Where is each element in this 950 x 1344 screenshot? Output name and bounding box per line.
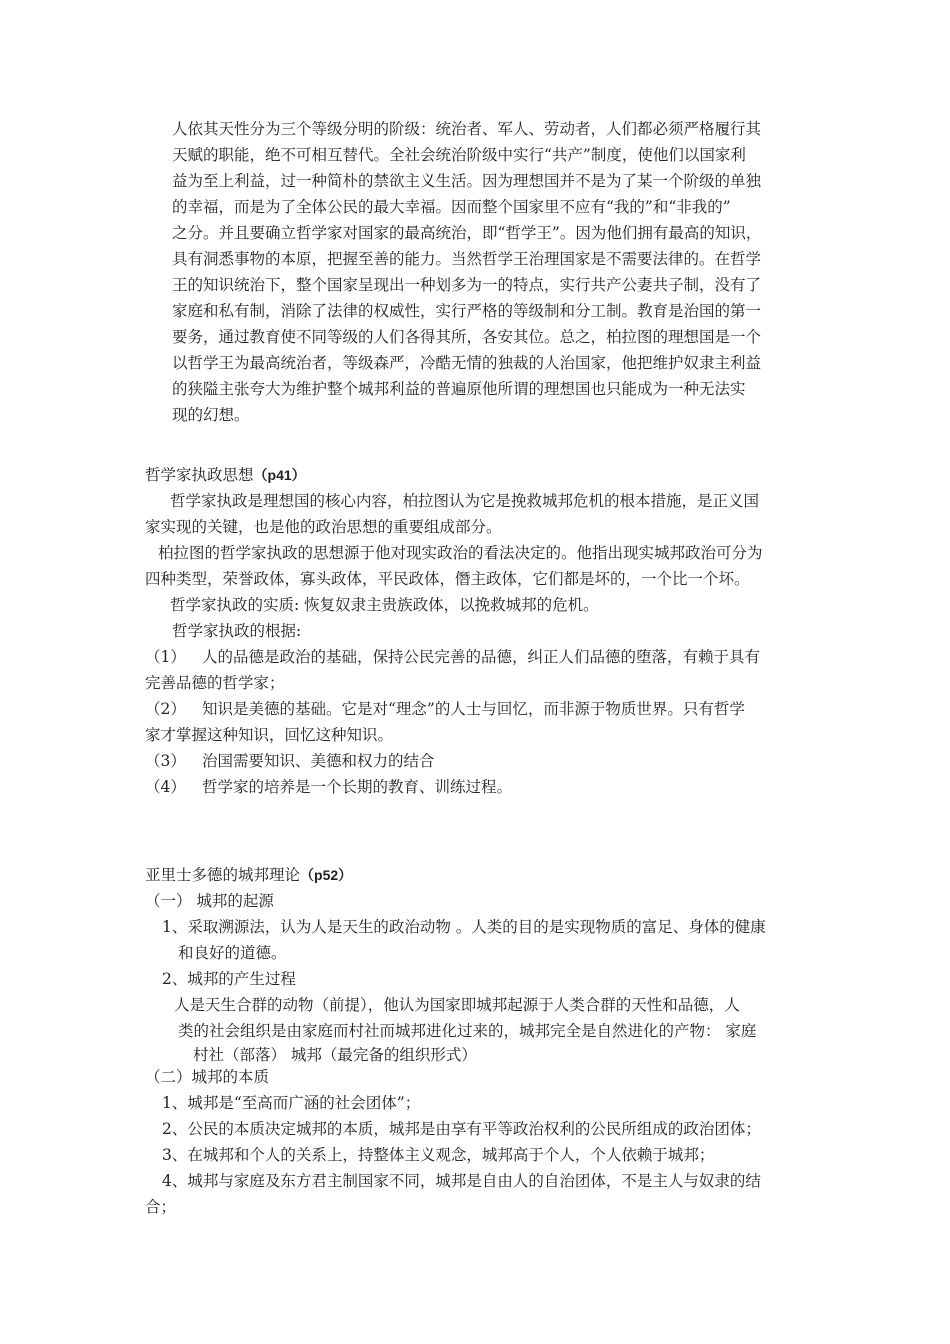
intro-line: 之分。并且要确立哲学家对国家的最高统治，即“哲学王”。因为他们拥有最高的知识， — [172, 224, 762, 242]
list-marker: （1） — [145, 648, 186, 666]
paragraph-line: 合； — [145, 1198, 177, 1216]
intro-line: 王的知识统治下，整个国家呈现出一种划多为一的特点，实行共产公妻共子制，没有了 — [172, 276, 762, 294]
intro-line: 以哲学王为最高统治者，等级森严，冷酷无情的独裁的人治国家，他把维护奴隶主利益 — [172, 354, 762, 372]
paragraph-line: 柏拉图的哲学家执政的思想源于他对现实政治的看法决定的。他指出现实城邦政治可分为 — [158, 544, 763, 562]
list-marker: （4） — [145, 778, 186, 796]
list-item-text: 哲学家的培养是一个长期的教育、训练过程。 — [202, 778, 513, 796]
list-marker: （2） — [145, 700, 186, 718]
paragraph-line: 2、公民的本质决定城邦的本质，城邦是由享有平等政治权利的公民所组成的政治团体； — [162, 1120, 761, 1138]
paragraph-line: 类的社会组织是由家庭而村社而城邦进化过来的，城邦完全是自然进化的产物： 家庭 — [178, 1022, 757, 1040]
list-item-text: 人的品德是政治的基础，保持公民完善的品德，纠正人们品德的堕落，有赖于具有 — [202, 648, 761, 666]
intro-line: 人依其天性分为三个等级分明的阶级：统治者、军人、劳动者，人们都必须严格履行其 — [172, 120, 762, 138]
subsection-heading: （二）城邦的本质 — [145, 1068, 270, 1086]
paragraph-line: 哲学家执政是理想国的核心内容，柏拉图认为它是挽救城邦危机的根本措施，是正义国 — [170, 492, 760, 510]
intro-line: 的狭隘主张夸大为维护整个城邦利益的普遍原他所谓的理想国也只能成为一种无法实 — [172, 380, 746, 398]
section-heading — [145, 464, 306, 486]
paragraph-line: 和良好的道德。 — [178, 944, 287, 962]
paragraph-line: 4、城邦与家庭及东方君主制国家不同，城邦是自由人的自治团体，不是主人与奴隶的结 — [162, 1172, 761, 1190]
list-item-text: 知识是美德的基础。它是对“理念”的人士与回忆，而非源于物质世界。只有哲学 — [202, 700, 745, 718]
paragraph-line: 2、城邦的产生过程 — [162, 970, 296, 988]
page-reference: （p41） — [253, 467, 306, 483]
intro-line: 益为至上利益，过一种简朴的禁欲主义生活。因为理想国并不是为了某一个阶级的单独 — [172, 172, 762, 190]
section-heading-text: 哲学家执政思想 — [145, 466, 254, 484]
intro-line: 天赋的职能，绝不可相互替代。全社会统治阶级中实行“共产”制度，使他们以国家利 — [172, 146, 746, 164]
section-heading-text: 亚里士多德的城邦理论 — [145, 866, 301, 884]
paragraph-line: 家实现的关键，也是他的政治思想的重要组成部分。 — [145, 518, 502, 536]
paragraph-line: 哲学家执政的实质: 恢复奴隶主贵族政体，以挽救城邦的危机。 — [170, 596, 599, 614]
intro-line: 要务，通过教育使不同等级的人们各得其所，各安其位。总之，柏拉图的理想国是一个 — [172, 328, 762, 346]
paragraph-line: 哲学家执政的根据: — [172, 622, 302, 640]
list-item-text: 完善品德的哲学家； — [145, 674, 285, 692]
page-reference: （p52） — [300, 867, 353, 883]
list-item-text: 家才掌握这种知识，回忆这种知识。 — [145, 726, 394, 744]
paragraph-line: 3、在城邦和个人的关系上，持整体主义观念，城邦高于个人，个人依赖于城邦； — [162, 1146, 715, 1164]
paragraph-line: 村社（部落） 城邦（最完备的组织形式） — [193, 1046, 477, 1064]
list-item-text: 治国需要知识、美德和权力的结合 — [202, 752, 435, 770]
paragraph-line: 1、城邦是“至高而广涵的社会团体”； — [162, 1094, 421, 1112]
intro-line: 的幸福，而是为了全体公民的最大幸福。因而整个国家里不应有“我的”和“非我的” — [172, 198, 731, 216]
list-marker: （3） — [145, 752, 186, 770]
intro-line: 具有洞悉事物的本原，把握至善的能力。当然哲学王治理国家是不需要法律的。在哲学 — [172, 250, 762, 268]
intro-line: 现的幻想。 — [172, 406, 250, 424]
paragraph-line: 四种类型，荣誉政体，寡头政体，平民政体，僭主政体，它们都是坏的，一个比一个坏。 — [145, 570, 750, 588]
section-heading — [145, 864, 352, 886]
intro-line: 家庭和私有制，消除了法律的权威性，实行严格的等级制和分工制。教育是治国的第一 — [172, 302, 762, 320]
paragraph-line: 1、采取溯源法，认为人是天生的政治动物 。人类的目的是实现物质的富足、身体的健康 — [162, 918, 766, 936]
paragraph-line: 人是天生合群的动物（前提），他认为国家即城邦起源于人类合群的天性和品德，人 — [174, 996, 740, 1014]
subsection-heading: （一） 城邦的起源 — [145, 892, 274, 910]
